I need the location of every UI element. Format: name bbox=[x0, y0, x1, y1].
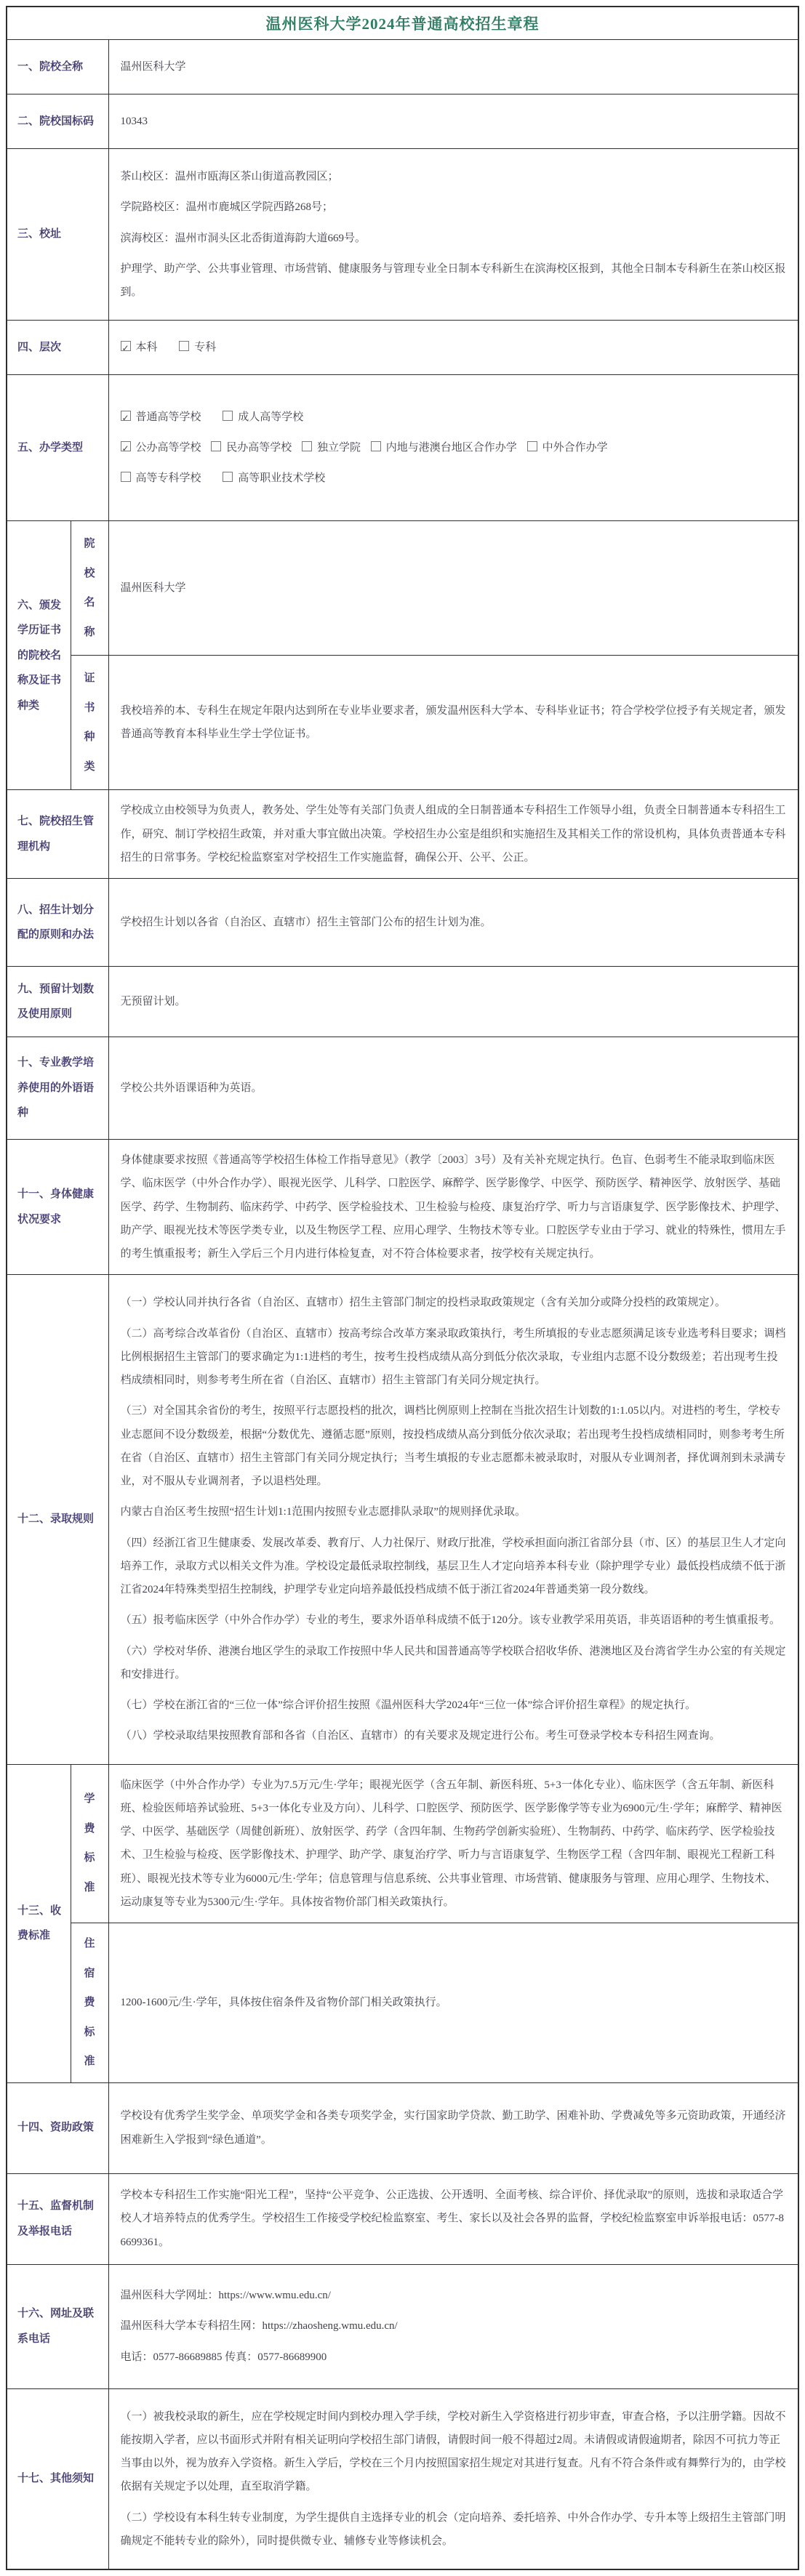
row-label-fees: 十三、收费标准 bbox=[7, 1764, 71, 2082]
row-label-school-type: 五、办学类型 bbox=[7, 375, 108, 521]
row-content-other-notes bbox=[108, 2388, 798, 2569]
row-content-national-code: 10343 bbox=[108, 94, 798, 149]
row-content-supervision: 学校本专科招生工作实施“阳光工程”，坚持“公平竞争、公正选拔、公开透明、全面考核、综合评价、择优录取”的原则，选拔和录取适合学校人才培养特点的优秀学生。学校招生工作接受学校纪检监察室、考生、家长以及社会各界的监督，学校纪检监察室申诉举报电话：0577-86699361。 bbox=[108, 2173, 798, 2264]
row-content-level bbox=[108, 321, 798, 375]
address-line: 滨海校区：温州市洞头区北岙街道海韵大道669号。 bbox=[120, 232, 367, 244]
row-content-institution-name: 温州医科大学 bbox=[108, 521, 798, 656]
row-label-address: 三、校址 bbox=[7, 149, 108, 321]
website-line: 温州医科大学网址：https://www.wmu.edu.cn/ bbox=[120, 2290, 331, 2302]
rule-paragraph: （四）经浙江省卫生健康委、发展改革委、教育厅、人力社保厅、财政厅批准，学校承担面向浙江省部分县（市、区）的基层卫生人才定向培养工作，录取方式以相关文件为准。学校设定最低录取控制线，基层卫生人才定向培养本科专业（除护理学专业）最低投档成绩不低于浙江省2024年特殊类型招生控制线，护理学专业定向培养最低投档成绩不低于浙江省2024年普通类第一段分数线。 bbox=[120, 1537, 786, 1595]
sub-label-institution-name bbox=[71, 521, 108, 656]
checkbox-unchecked-icon bbox=[223, 411, 233, 421]
checkbox-label: 高等专科学校 bbox=[135, 472, 201, 485]
row-content-plan-allocation: 学校招生计划以各省（自治区、直辖市）招生主管部门公布的招生计划为准。 bbox=[108, 879, 798, 967]
row-label-admission-rules: 十二、录取规则 bbox=[7, 1275, 108, 1764]
checkbox-unchecked-icon bbox=[121, 472, 131, 482]
checkbox-checked-icon bbox=[121, 441, 131, 451]
row-content-website-contact bbox=[108, 2264, 798, 2388]
checkbox-checked-icon bbox=[121, 411, 131, 421]
check-option-zhuanke bbox=[179, 336, 216, 359]
note-paragraph: （二）学校设有本科生转专业制度，为学生提供自主选择专业的机会（定向培养、委托培养、中外合作办学、专升本等上级招生主管部门明确规定不能转专业的除外），同时提供微专业、辅修专业等修读机会。 bbox=[120, 2511, 786, 2547]
checkbox-unchecked-icon bbox=[211, 441, 221, 451]
row-content-foreign-language: 学校公共外语课语种为英语。 bbox=[108, 1037, 798, 1140]
table-row bbox=[7, 2082, 798, 2173]
row-label-supervision: 十五、监督机制及举报电话 bbox=[7, 2173, 108, 2264]
checkbox-label: 民办高等学校 bbox=[226, 442, 292, 454]
row-content-health-requirements: 身体健康要求按照《普通高等学校招生体检工作指导意见》（教学〔2003〕3号）及有关补充规定执行。色盲、色弱考生不能录取到临床医学、临床医学（中外合作办学）、眼视光医学、儿科学、口腔医学、麻醉学、医学影像学、中医学、预防医学、精神医学、放射医学、基础医学、药学、生物制药、临床药学、中药学、医学检验技术、卫生检验与检疫、康复治疗学、听力与言语康复学、医学影像技术、护理学、助产学、眼视光技术等医学类专业，以及生物医学工程、应用心理学、生物技术等专业。口腔医学专业由于学习、就业的特殊性，惯用左手的考生慎重报考；新生入学后三个月内进行体检复查，对不符合体检要求者，按学校有关规定执行。 bbox=[108, 1140, 798, 1275]
rule-paragraph: 内蒙古自治区考生按照“招生计划1:1范围内按照专业志愿排队录取”的规则择优录取。 bbox=[120, 1506, 526, 1518]
checkbox-unchecked-icon bbox=[371, 441, 381, 451]
table-row bbox=[7, 1140, 798, 1275]
rule-paragraph: （六）学校对华侨、港澳台地区学生的录取工作按照中华人民共和国普通高等学校联合招收华侨、港澳地区及台湾省学生办公室的有关规定和安排进行。 bbox=[120, 1645, 786, 1681]
row-content-certificate-type: 我校培养的本、专科生在规定年限内达到所在专业毕业要求者，颁发温州医科大学本、专科毕业证书；符合学校学位授予有关规定者，颁发普通高等教育本科毕业生学士学位证书。 bbox=[108, 656, 798, 790]
table-row bbox=[7, 2264, 798, 2388]
check-option bbox=[211, 436, 292, 459]
row-label-level: 四、层次 bbox=[7, 321, 108, 375]
table-row bbox=[7, 2173, 798, 2264]
row-content-admissions-org: 学校成立由校领导为负责人，教务处、学生处等有关部门负责人组成的全日制普通本专科招生工作领导小组，负责全日制普通本专科招生工作，研究、制订学校招生政策，并对重大事宜做出决策。学校招生办公室是组织和实施招生及其相关工作的常设机构，具体负责普通本专科招生的日常事务。学校纪检监察室对学校招生工作实施监督，确保公开、公平、公正。 bbox=[108, 790, 798, 879]
check-option bbox=[121, 436, 201, 459]
check-option bbox=[302, 436, 361, 459]
table-row bbox=[7, 40, 798, 94]
row-label-admissions-org: 七、院校招生管理机构 bbox=[7, 790, 108, 879]
row-label-financial-aid: 十四、资助政策 bbox=[7, 2082, 108, 2173]
checkbox-unchecked-icon bbox=[527, 441, 537, 451]
row-content-accommodation: 1200-1600元/生·学年，具体按住宿条件及省物价部门相关政策执行。 bbox=[108, 1923, 798, 2083]
checkbox-unchecked-icon bbox=[179, 341, 189, 351]
phone-fax-line: 电话：0577-86689885 传真：0577-86689900 bbox=[120, 2351, 327, 2363]
checkbox-label: 成人高等学校 bbox=[238, 411, 304, 423]
table-row bbox=[7, 879, 798, 967]
rule-paragraph: （二）高考综合改革省份（自治区、直辖市）按高考综合改革方案录取政策执行，考生所填报的专业志愿须满足该专业选考科目要求；调档比例根据招生主管部门的要求确定为1:1进档的考生，按考生投档成绩从高分到低分依次录取，专业组内志愿不设分数级差；若出现考生投档成绩相同时，则参考考生所在省（自治区、直辖市）招生主管部门有关同分规定执行。 bbox=[120, 1327, 786, 1386]
school-type-line bbox=[121, 467, 787, 490]
checkbox-label: 普通高等学校 bbox=[135, 411, 201, 423]
admissions-website-line: 温州医科大学本专科招生网：https://zhaosheng.wmu.edu.cn/ bbox=[120, 2320, 398, 2333]
row-content-full-name: 温州医科大学 bbox=[108, 40, 798, 94]
check-option bbox=[121, 406, 201, 429]
row-content-tuition: 临床医学（中外合作办学）专业为7.5万元/生·学年；眼视光医学（含五年制、新医科班、5+3一体化专业）、临床医学（含五年制、新医科班、检验医师培养试验班、5+3一体化专业及方向）、儿科学、口腔医学、预防医学、医学影像学等专业为6900元/生·学年；麻醉学、精神医学、中医学、基础医学（周健创新班）、放射医学、药学（含四年制、生物药学创新实验班）、生物制药、中药学、临床药学、医学检验技术、卫生检验与检疫、医学影像技术、护理学、助产学、康复治疗学、听力与言语康复学、生物医学工程（含四年制、眼视光工程新工科班）、眼视光技术等专业为6000元/生·学年；信息管理与信息系统、公共事业管理、市场营销、健康服务与管理、应用心理学、生物技术、运动康复等专业为5300元/生·学年。具体按省物价部门相关政策执行。 bbox=[108, 1764, 798, 1923]
table-row bbox=[7, 790, 798, 879]
sub-label-text: 学费标准 bbox=[84, 1793, 95, 1893]
sub-label-text: 住宿费标准 bbox=[84, 1938, 95, 2067]
row-content-financial-aid: 学校设有优秀学生奖学金、单项奖学金和各类专项奖学金，实行国家助学贷款、勤工助学、困难补助、学费减免等多元资助政策，开通经济困难新生入学报到“绿色通道”。 bbox=[108, 2082, 798, 2173]
admissions-charter-table bbox=[6, 6, 799, 2570]
sub-label-accommodation bbox=[71, 1923, 108, 2083]
rule-paragraph: （八）学校录取结果按照教育部和各省（自治区、直辖市）的有关要求及规定进行公布。考生可登录学校本专科招生网查询。 bbox=[120, 1730, 721, 1742]
sub-label-text: 证书种类 bbox=[84, 672, 95, 773]
check-option bbox=[371, 436, 517, 459]
checkbox-unchecked-icon bbox=[302, 441, 312, 451]
row-label-reserved-plan: 九、预留计划数及使用原则 bbox=[7, 967, 108, 1037]
table-row bbox=[7, 1923, 798, 2083]
table-row bbox=[7, 967, 798, 1037]
checkbox-checked-icon bbox=[121, 341, 131, 351]
school-type-line bbox=[121, 406, 787, 429]
page-title: 温州医科大学2024年普通高校招生章程 bbox=[265, 15, 540, 33]
school-type-line bbox=[121, 436, 787, 459]
rule-paragraph: （三）对全国其余省份的考生，按照平行志愿投档的批次，调档比例原则上控制在当批次招生计划数的1:1.05以内。对进档的考生，学校专业志愿间不设分数级差，根据“分数优先、遵循志愿”原则，按投档成绩从高分到低分依次录取；若出现考生投档成绩相同时，则参考考生所在省（自治区、直辖市）招生主管部门有关同分规定执行；当考生填报的专业志愿都未被录取时，对服从专业调剂者，择优调剂到未录满专业，对不服从专业调剂者，予以退档处理。 bbox=[120, 1405, 786, 1487]
row-label-national-code: 二、院校国标码 bbox=[7, 94, 108, 149]
address-line: 护理学、助产学、公共事业管理、市场营销、健康服务与管理专业全日制本专科新生在滨海校区报到，其他全日制本专科新生在茶山校区报到。 bbox=[120, 262, 786, 298]
check-option bbox=[121, 467, 201, 490]
checkbox-label: 公办高等学校 bbox=[135, 442, 201, 454]
address-line: 茶山校区：温州市瓯海区茶山街道高教园区； bbox=[120, 171, 339, 182]
check-option-benke bbox=[121, 336, 158, 359]
checkbox-label: 高等职业技术学校 bbox=[238, 472, 326, 485]
row-label-full-name: 一、院校全称 bbox=[7, 40, 108, 94]
check-option bbox=[223, 467, 325, 490]
note-paragraph: （一）被我校录取的新生，应在学校规定时间内到校办理入学手续，学校对新生入学资格进行初步审查，审查合格，予以注册学籍。因故不能按期入学者，应以书面形式并附有相关证明向学校招生部门请假，请假时间一般不得超过2周。未请假或请假逾期者，除因不可抗力等正当事由以外，视为放弃入学资格。新生入学后，学校在三个月内按照国家招生规定对其进行复查。凡有不符合条件或有舞弊行为的，由学校依据有关规定予以处理，直至取消学籍。 bbox=[120, 2410, 786, 2493]
check-option bbox=[223, 406, 303, 429]
title-cell bbox=[7, 7, 798, 40]
sub-label-text: 院校名称 bbox=[84, 538, 95, 638]
sub-label-tuition bbox=[71, 1764, 108, 1923]
row-content-admission-rules bbox=[108, 1275, 798, 1764]
row-label-foreign-language: 十、专业教学培养使用的外语语种 bbox=[7, 1037, 108, 1140]
row-label-other-notes: 十七、其他须知 bbox=[7, 2388, 108, 2569]
row-label-website-contact: 十六、网址及联系电话 bbox=[7, 2264, 108, 2388]
row-label-health-requirements: 十一、身体健康状况要求 bbox=[7, 1140, 108, 1275]
checkbox-label: 内地与港澳台地区合作办学 bbox=[385, 442, 517, 454]
checkbox-unchecked-icon bbox=[223, 472, 233, 482]
checkbox-label: 独立学院 bbox=[317, 442, 361, 454]
checkbox-label: 中外合作办学 bbox=[542, 442, 608, 454]
table-row bbox=[7, 375, 798, 521]
row-content-reserved-plan: 无预留计划。 bbox=[108, 967, 798, 1037]
address-line: 学院路校区：温州市鹿城区学院西路268号； bbox=[120, 201, 334, 214]
table-row bbox=[7, 1275, 798, 1764]
row-content-address bbox=[108, 149, 798, 321]
title-row bbox=[7, 7, 798, 40]
row-label-certificate: 六、颁发学历证书的院校名称及证书种类 bbox=[7, 521, 71, 790]
rule-paragraph: （七）学校在浙江省的“三位一体”综合评价招生按照《温州医科大学2024年“三位一体”综合评价招生章程》的规定执行。 bbox=[120, 1699, 697, 1711]
check-option bbox=[527, 436, 608, 459]
table-row bbox=[7, 94, 798, 149]
rule-paragraph: （一）学校认同并执行各省（自治区、直辖市）招生主管部门制定的投档录取政策规定（含有关加分或降分投档的政策规定）。 bbox=[120, 1297, 726, 1309]
table-row bbox=[7, 149, 798, 321]
table-row bbox=[7, 656, 798, 790]
sub-label-certificate-type bbox=[71, 656, 108, 790]
checkbox-label: 本科 bbox=[135, 342, 158, 354]
table-row bbox=[7, 1764, 798, 1923]
table-row bbox=[7, 1037, 798, 1140]
row-content-school-type bbox=[108, 375, 798, 521]
rule-paragraph: （五）报考临床医学（中外合作办学）专业的考生，要求外语单科成绩不低于120分。该专业教学采用英语，非英语语种的考生慎重报考。 bbox=[120, 1614, 781, 1627]
checkbox-label: 专科 bbox=[194, 342, 217, 354]
table-row bbox=[7, 321, 798, 375]
table-row bbox=[7, 521, 798, 656]
row-label-plan-allocation: 八、招生计划分配的原则和办法 bbox=[7, 879, 108, 967]
table-row bbox=[7, 2388, 798, 2569]
